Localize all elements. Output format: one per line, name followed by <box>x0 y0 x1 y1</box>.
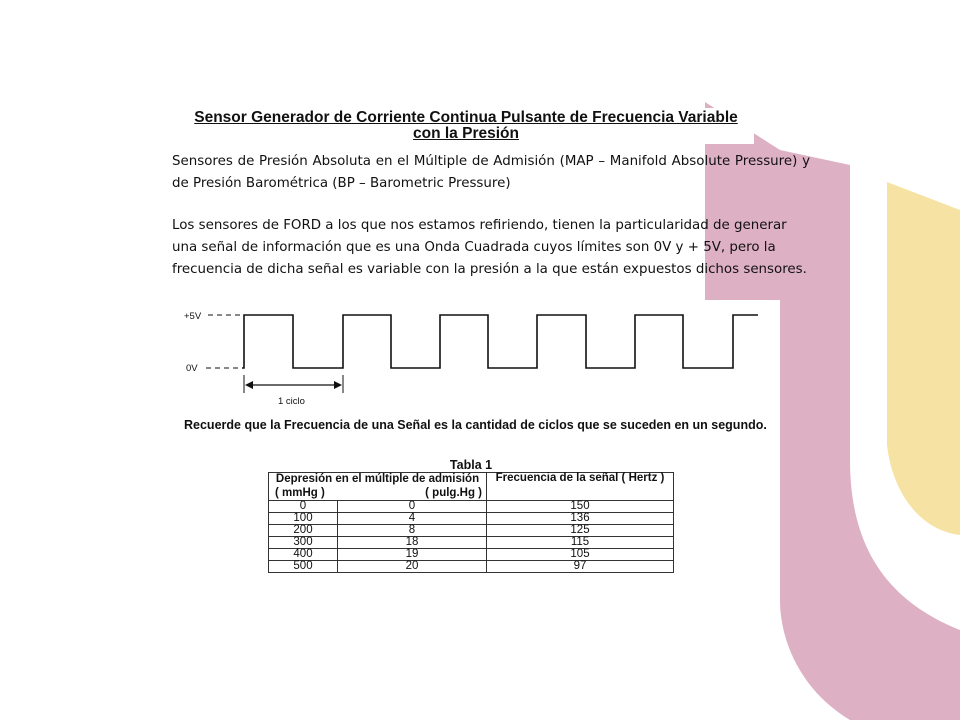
title-line-2: con la Presión <box>413 125 519 142</box>
table-row <box>269 513 674 525</box>
cell-hertz: 136 <box>487 513 674 525</box>
header-depresion-text: Depresión en el múltiple de admisión <box>275 473 480 485</box>
unit-pulghg: ( pulg.Hg ) <box>425 487 482 499</box>
cell-pulghg: 18 <box>338 537 487 549</box>
table-row <box>269 549 674 561</box>
paragraph-map-bp: Sensores de Presión Absoluta en el Múltiple de Admisión (MAP – Manifold Absolute Pressure) y de Presión Barométrica (BP – Barometric Pressure) <box>172 154 810 191</box>
unit-mmhg: ( mmHg ) <box>275 487 325 499</box>
label-1-ciclo: 1 ciclo <box>278 396 305 407</box>
paragraph-ford-sensors: Los sensores de FORD a los que nos estamos refiriendo, tienen la particularidad de generar una señal de información que es una Onda Cuadrada cuyos límites son 0V y + 5V, pero la frecuencia de dicha señal es variable con la presión a la que están expuestos dichos sensores. <box>172 218 807 277</box>
table-row <box>269 501 674 513</box>
cell-hertz: 150 <box>487 501 674 513</box>
cell-mmhg: 300 <box>269 537 338 549</box>
table-row <box>269 561 674 573</box>
header-depresion <box>269 473 487 501</box>
cell-hertz: 115 <box>487 537 674 549</box>
title-line-1: Sensor Generador de Corriente Continua Pulsante de Frecuencia Variable <box>194 109 738 126</box>
frequency-note: Recuerde que la Frecuencia de una Señal es la cantidad de ciclos que se suceden en un segundo. <box>180 416 778 434</box>
cell-hertz: 125 <box>487 525 674 537</box>
cell-mmhg: 200 <box>269 525 338 537</box>
yellow-shape <box>887 182 960 535</box>
cell-mmhg: 100 <box>269 513 338 525</box>
cell-pulghg: 20 <box>338 561 487 573</box>
cell-mmhg: 0 <box>269 501 338 513</box>
table-row <box>269 525 674 537</box>
document-title <box>178 108 754 144</box>
pressure-frequency-table <box>268 472 674 573</box>
label-5v: +5V <box>184 311 202 322</box>
table-caption: Tabla 1 <box>268 458 674 472</box>
cell-hertz: 97 <box>487 561 674 573</box>
cell-mmhg: 500 <box>269 561 338 573</box>
cell-pulghg: 0 <box>338 501 487 513</box>
table-body <box>269 501 674 573</box>
cell-mmhg: 400 <box>269 549 338 561</box>
cell-pulghg: 8 <box>338 525 487 537</box>
square-wave-diagram <box>178 305 758 407</box>
cell-hertz: 105 <box>487 549 674 561</box>
cell-pulghg: 4 <box>338 513 487 525</box>
cell-pulghg: 19 <box>338 549 487 561</box>
header-frecuencia: Frecuencia de la señal ( Hertz ) <box>487 473 674 501</box>
label-0v: 0V <box>186 363 198 374</box>
table-row <box>269 537 674 549</box>
